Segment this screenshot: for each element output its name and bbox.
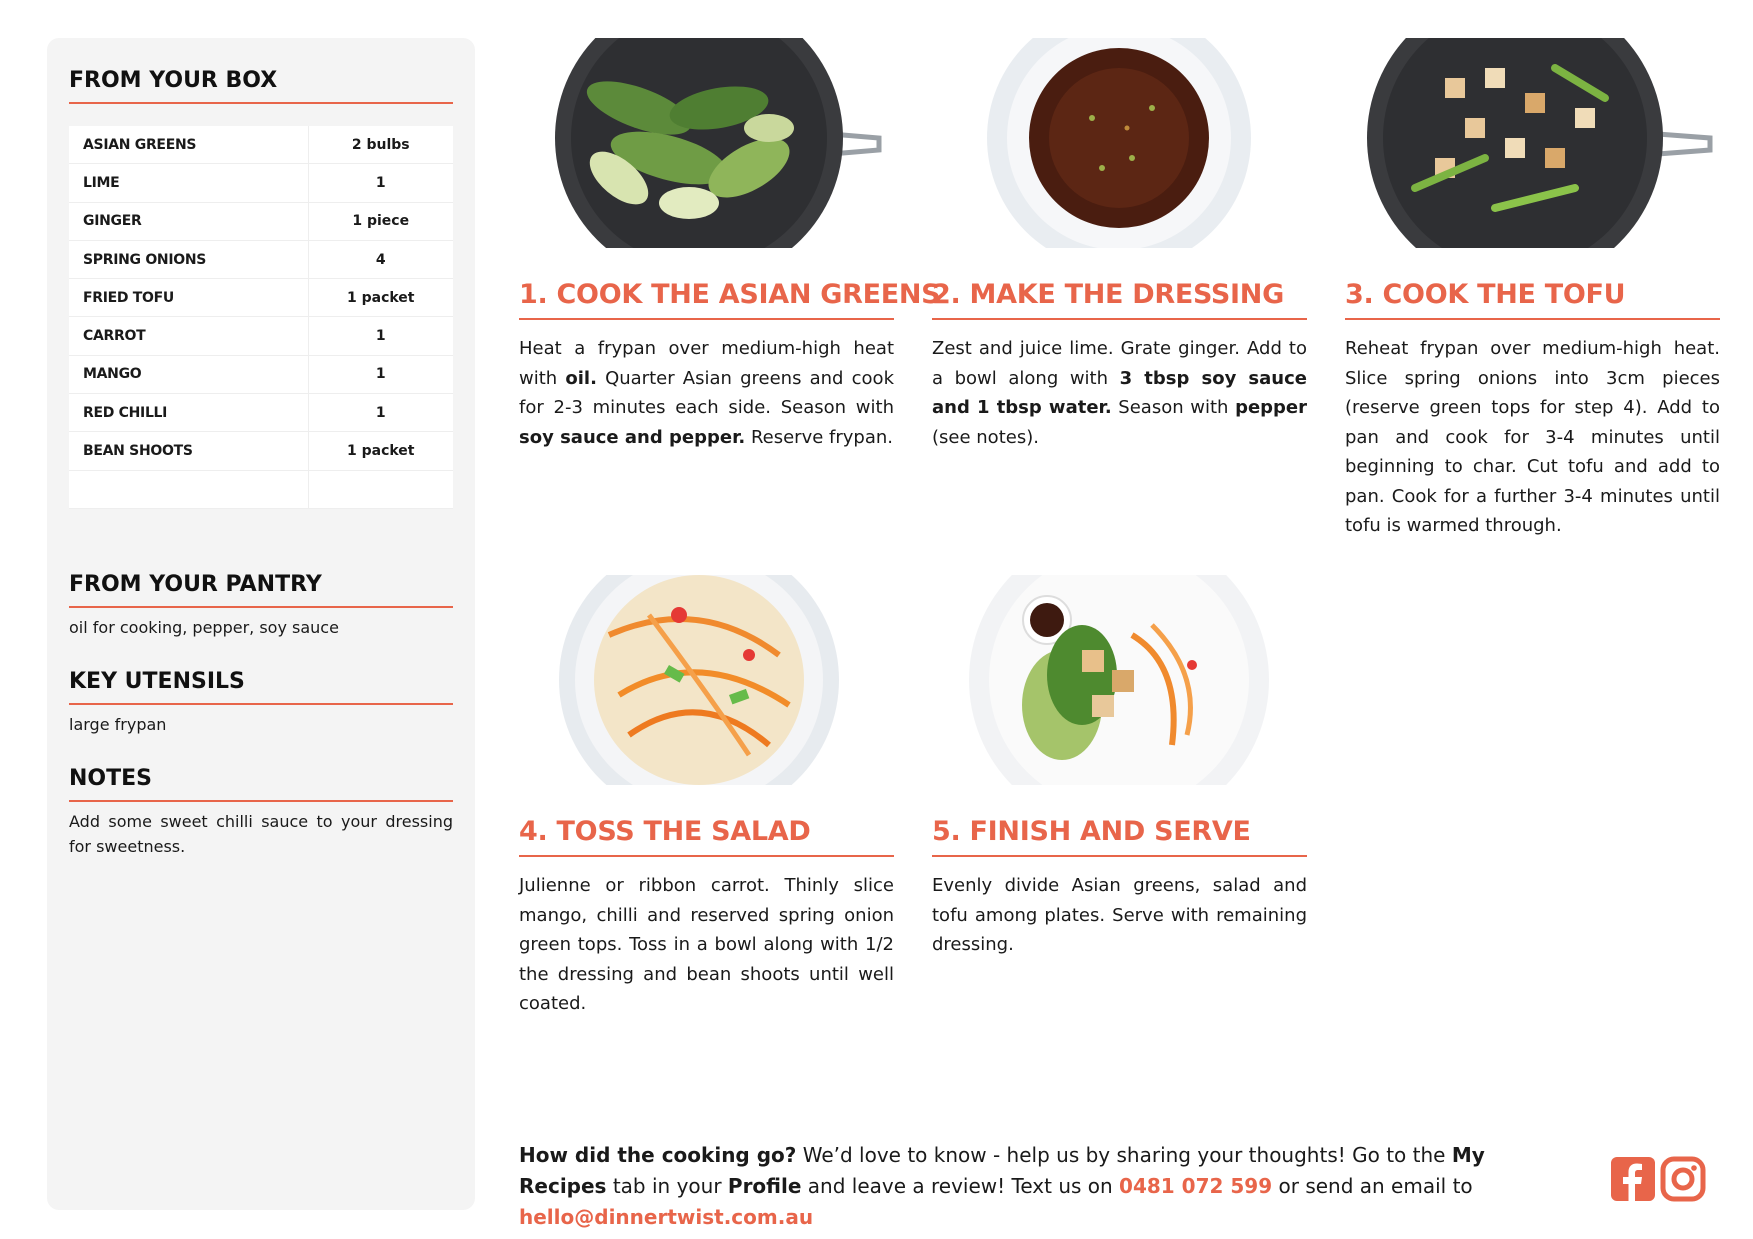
footer-text-4: or send an email to (1272, 1174, 1473, 1198)
step-4-photo (519, 575, 894, 785)
ingredient-row-empty (69, 470, 453, 508)
ingredient-name: GINGER (69, 202, 308, 240)
step-text: (see notes). (932, 426, 1039, 448)
notes-text: Add some sweet chilli sauce to your dressing for sweetness. (69, 812, 453, 856)
ingredient-row (69, 126, 453, 164)
ingredient-quantity: 1 piece (308, 202, 453, 240)
ingredient-row (69, 202, 453, 240)
step-4-description (519, 871, 894, 1019)
ingredient-quantity: 2 bulbs (308, 126, 453, 164)
ingredient-quantity: 1 (308, 317, 453, 355)
my-recipes-link[interactable]: My Recipes (519, 1143, 1485, 1198)
ingredient-name: FRIED TOFU (69, 279, 308, 317)
step-1-title: 1. COOK THE ASIAN GREENS (519, 278, 894, 320)
ingredient-name: CARROT (69, 317, 308, 355)
notes-title: NOTES (69, 766, 453, 802)
utensils-text: large frypan (69, 715, 167, 734)
step-text: Heat a frypan over medium-high heat with (519, 338, 894, 389)
step-text-bold: 3 tbsp soy sauce and 1 tbsp water. (932, 367, 1307, 418)
step-3-title: 3. COOK THE TOFU (1345, 278, 1720, 320)
step-3-description (1345, 334, 1720, 541)
step-5-description (932, 871, 1307, 960)
ingredient-quantity: 1 packet (308, 279, 453, 317)
step-4-title: 4. TOSS THE SALAD (519, 815, 894, 857)
ingredient-name: RED CHILLI (69, 394, 308, 432)
footer-text-2: tab in your (606, 1174, 728, 1198)
step-5-photo (932, 575, 1307, 785)
footer-text-1: We’d love to know - help us by sharing your thoughts! Go to the (796, 1143, 1452, 1167)
ingredients-table (69, 126, 453, 509)
profile-link[interactable]: Profile (727, 1174, 802, 1198)
step-text: Reserve frypan. (745, 426, 894, 448)
step-text: Zest and juice lime. Grate ginger. Add to a bowl along with (932, 338, 1307, 389)
footer-question: How did the cooking go? (519, 1143, 797, 1167)
step-text: Reheat frypan over medium-high heat. Slice spring onions into 3cm pieces (reserve green tops for step 4). Add to pan and cook for 3-4 minutes until beginning to char. Cut tofu and add to pan. Cook for a further 3-4 minutes until tofu is warmed through. (1345, 338, 1720, 536)
feedback-footer (519, 1140, 1579, 1233)
ingredient-quantity: 1 (308, 355, 453, 393)
ingredient-name: BEAN SHOOTS (69, 432, 308, 470)
ingredient-name: SPRING ONIONS (69, 240, 308, 278)
ingredient-name: MANGO (69, 355, 308, 393)
step-2-description (932, 334, 1307, 452)
ingredient-name: LIME (69, 164, 308, 202)
ingredient-name (69, 470, 308, 508)
step-text: Evenly divide Asian greens, salad and tofu among plates. Serve with remaining dressing. (932, 875, 1307, 955)
ingredient-row (69, 432, 453, 470)
step-3-photo (1345, 38, 1720, 248)
step-text: Julienne or ribbon carrot. Thinly slice mango, chilli and reserved spring onion green tops. Toss in a bowl along with 1/2 the dressing and bean shoots until well coated. (519, 875, 894, 1014)
ingredient-quantity: 1 packet (308, 432, 453, 470)
facebook-icon[interactable] (1610, 1156, 1656, 1202)
ingredient-quantity: 4 (308, 240, 453, 278)
step-2-title: 2. MAKE THE DRESSING (932, 278, 1307, 320)
step-5-title: 5. FINISH AND SERVE (932, 815, 1307, 857)
step-1-photo (519, 38, 894, 248)
ingredient-row (69, 240, 453, 278)
ingredient-row (69, 279, 453, 317)
ingredient-quantity: 1 (308, 394, 453, 432)
footer-text-3: and leave a review! Text us on (801, 1174, 1120, 1198)
instagram-icon[interactable] (1660, 1156, 1706, 1202)
from-your-box-title: FROM YOUR BOX (69, 68, 453, 104)
email-link[interactable]: hello@dinnertwist.com.au (519, 1205, 814, 1229)
ingredients-sidebar (47, 38, 475, 1210)
ingredient-quantity (308, 470, 453, 508)
step-text-bold: pepper (1235, 397, 1308, 418)
ingredient-name: ASIAN GREENS (69, 126, 308, 164)
step-text: Quarter Asian greens and cook for 2-3 minutes each side. Season with (519, 367, 894, 418)
step-text-bold: oil. (565, 367, 597, 389)
step-2-photo (932, 38, 1307, 248)
step-text-bold: soy sauce and pepper. (519, 426, 746, 448)
step-text: Season with (1111, 397, 1236, 418)
ingredient-row (69, 355, 453, 393)
step-1-description (519, 334, 894, 452)
ingredient-row (69, 317, 453, 355)
ingredient-row (69, 394, 453, 432)
from-your-pantry-title: FROM YOUR PANTRY (69, 572, 453, 608)
pantry-text: oil for cooking, pepper, soy sauce (69, 618, 339, 637)
ingredient-quantity: 1 (308, 164, 453, 202)
ingredient-row (69, 164, 453, 202)
key-utensils-title: KEY UTENSILS (69, 669, 453, 705)
phone-link[interactable]: 0481 072 599 (1119, 1174, 1273, 1198)
